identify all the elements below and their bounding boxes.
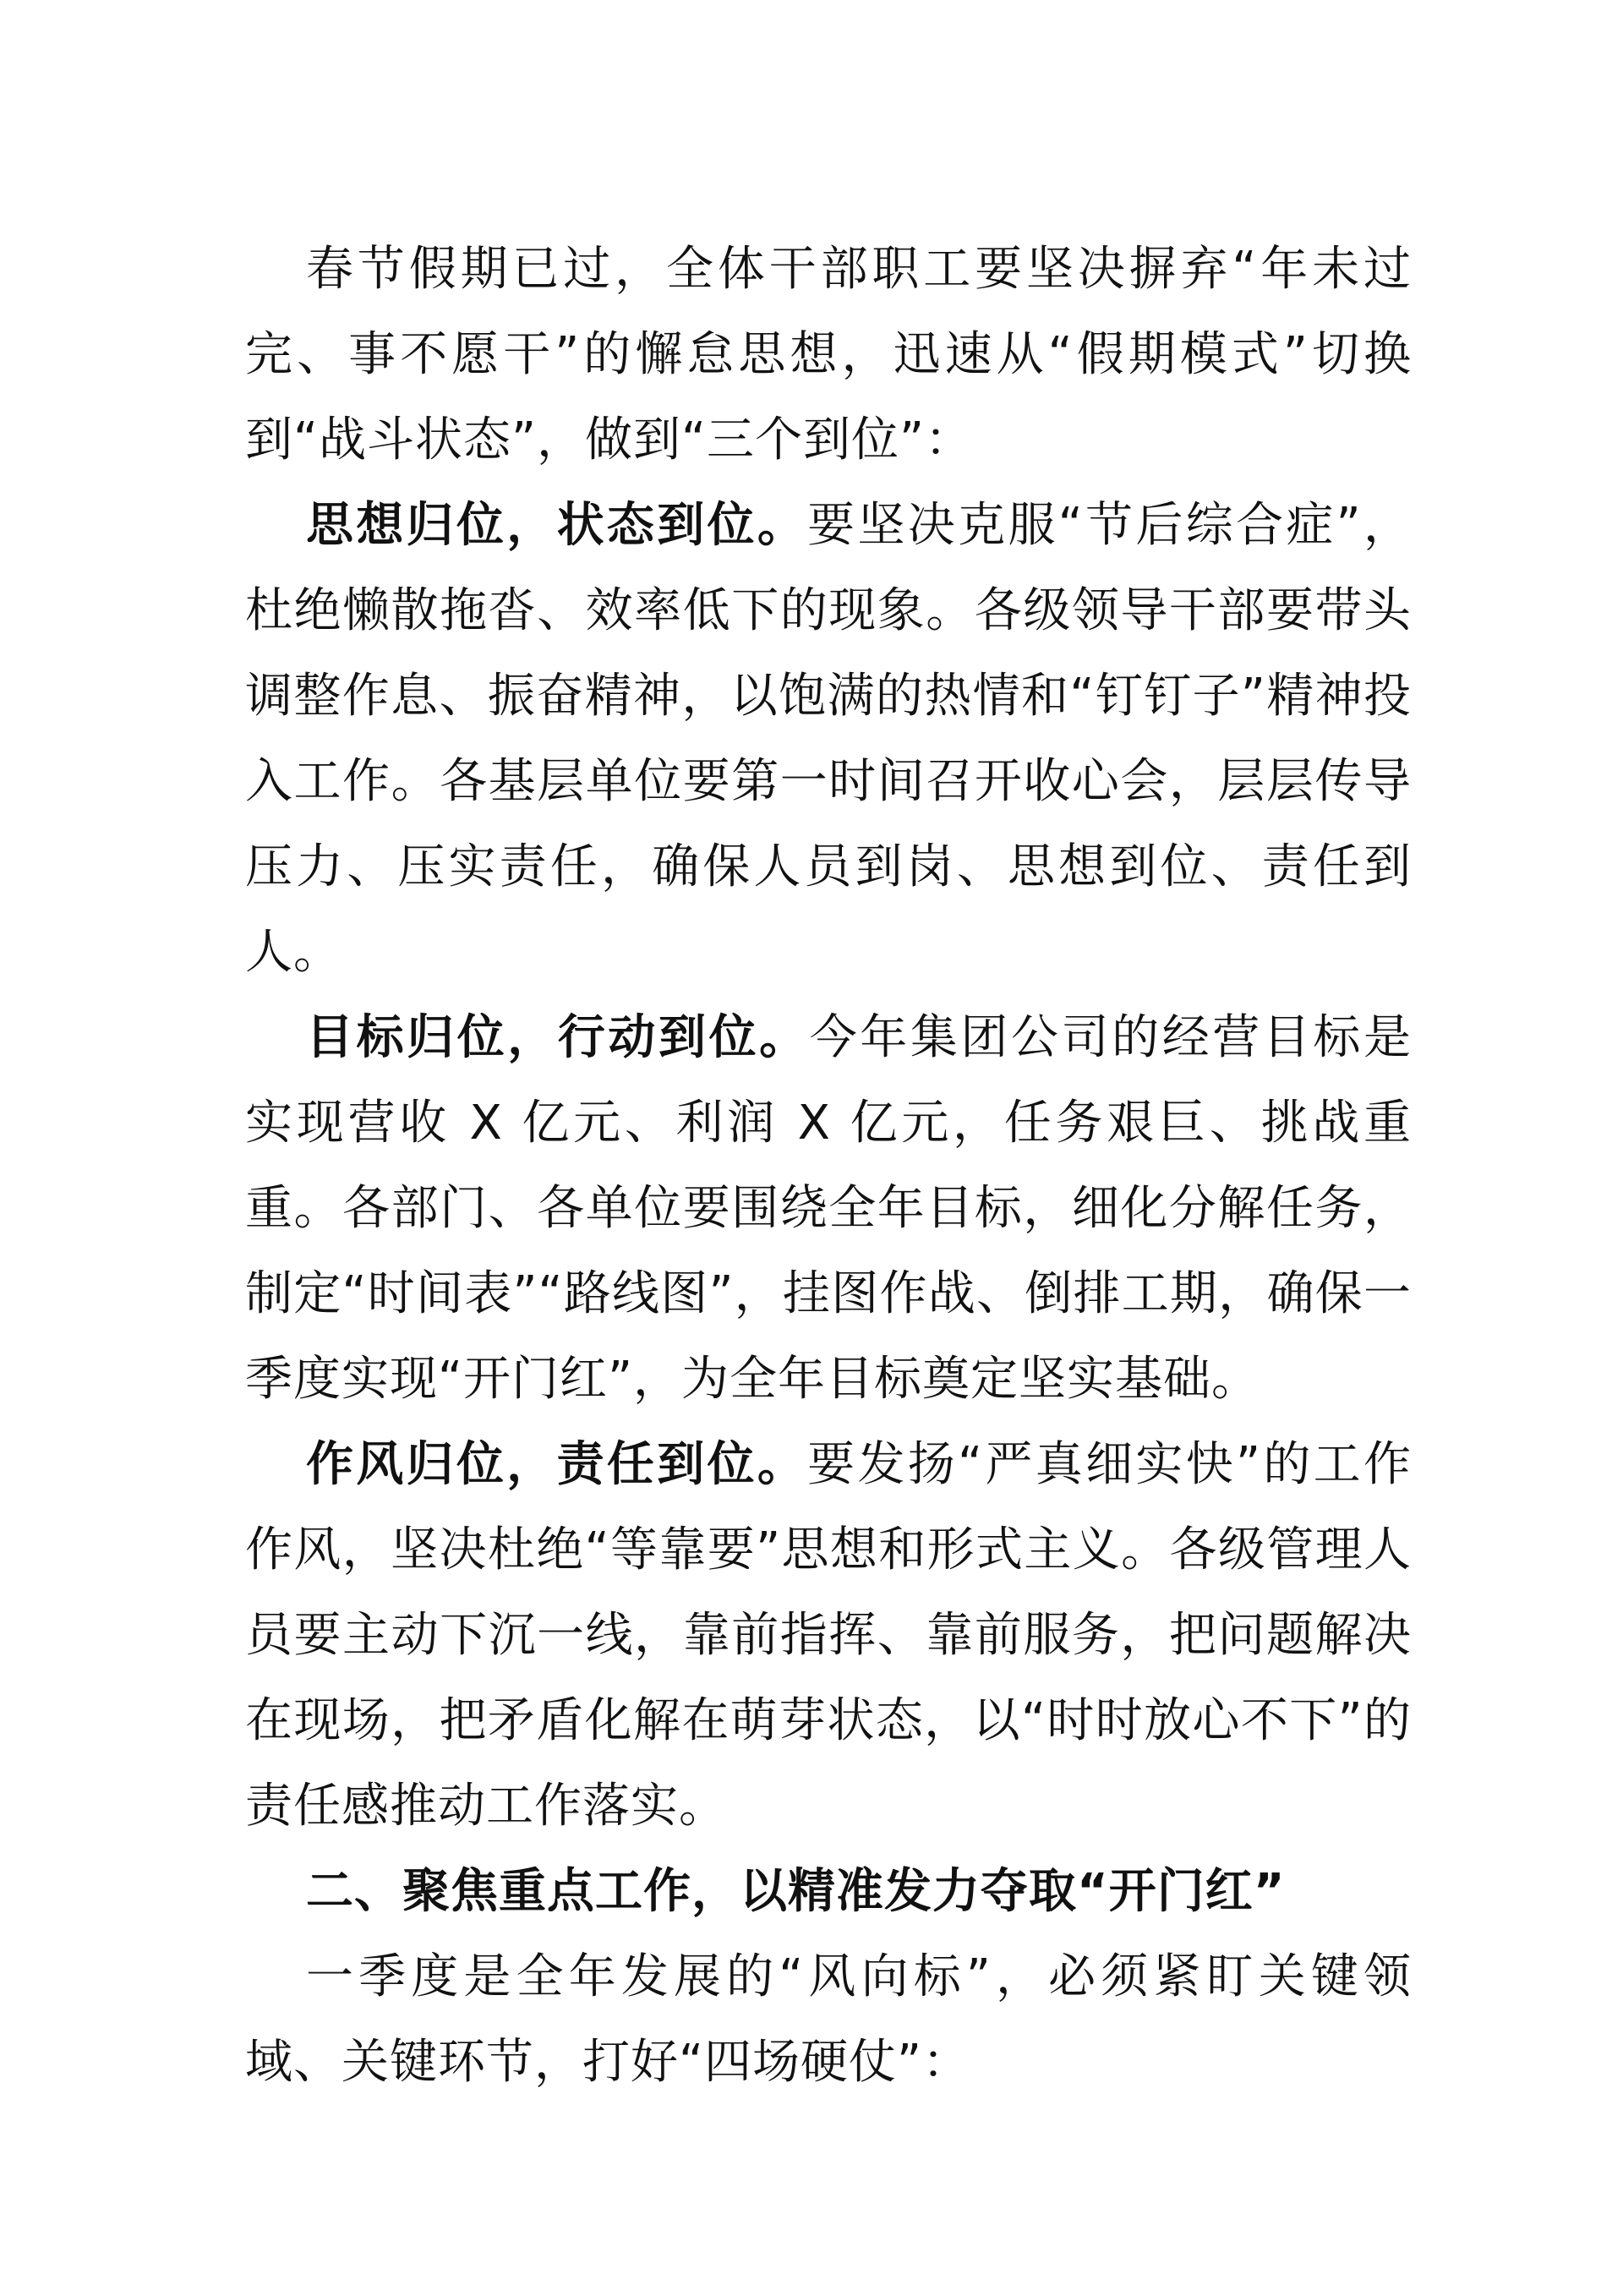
paragraph-intro-text: 春节假期已过，全体干部职工要坚决摒弃“年未过完、事不愿干”的懈怠思想，迅速从“假期模式”切换到“战斗状态”，做到“三个到位”：: [245, 242, 1412, 467]
paragraph-style-lead: 作风归位，责任到位。: [306, 1437, 808, 1492]
paragraph-mindset-text: 要坚决克服“节后综合症”，杜绝懒散拖沓、效率低下的现象。各级领导干部要带头调整作息、振奋精神，以饱满的热情和“钉钉子”精神投入工作。各基层单位要第一时间召开收心会，层层传导压力、压实责任，确保人员到岗、思想到位、责任到人。: [245, 498, 1412, 980]
paragraph-style: [245, 1422, 1412, 1849]
paragraph-style-text: 要发扬“严真细实快”的工作作风，坚决杜绝“等靠要”思想和形式主义。各级管理人员要主动下沉一线，靠前指挥、靠前服务，把问题解决在现场，把矛盾化解在萌芽状态，以“时时放心不下”的责任感推动工作落实。: [245, 1437, 1412, 1834]
document-body: [245, 227, 1412, 2105]
paragraph-goals-text: 今年集团公司的经营目标是实现营收 X 亿元、利润 X 亿元，任务艰巨、挑战重重。各部门、各单位要围绕全年目标，细化分解任务，制定“时间表”“路线图”，挂图作战、倒排工期，确保一季度实现“开门红”，为全年目标奠定坚实基础。: [245, 1010, 1413, 1407]
paragraph-goals-lead: 目标归位，行动到位。: [306, 1010, 810, 1065]
paragraph-first-quarter: [245, 1934, 1412, 2105]
paragraph-mindset: [245, 483, 1412, 995]
paragraph-mindset-lead: 思想归位，状态到位。: [306, 498, 808, 553]
paragraph-goals: [245, 995, 1412, 1422]
paragraph-first-quarter-text: 一季度是全年发展的“风向标”，必须紧盯关键领域、关键环节，打好“四场硬仗”：: [245, 1949, 1412, 2090]
section-heading-2: 二、聚焦重点工作，以精准发力夺取“开门红”: [306, 1864, 1286, 1919]
paragraph-intro: [245, 227, 1412, 483]
